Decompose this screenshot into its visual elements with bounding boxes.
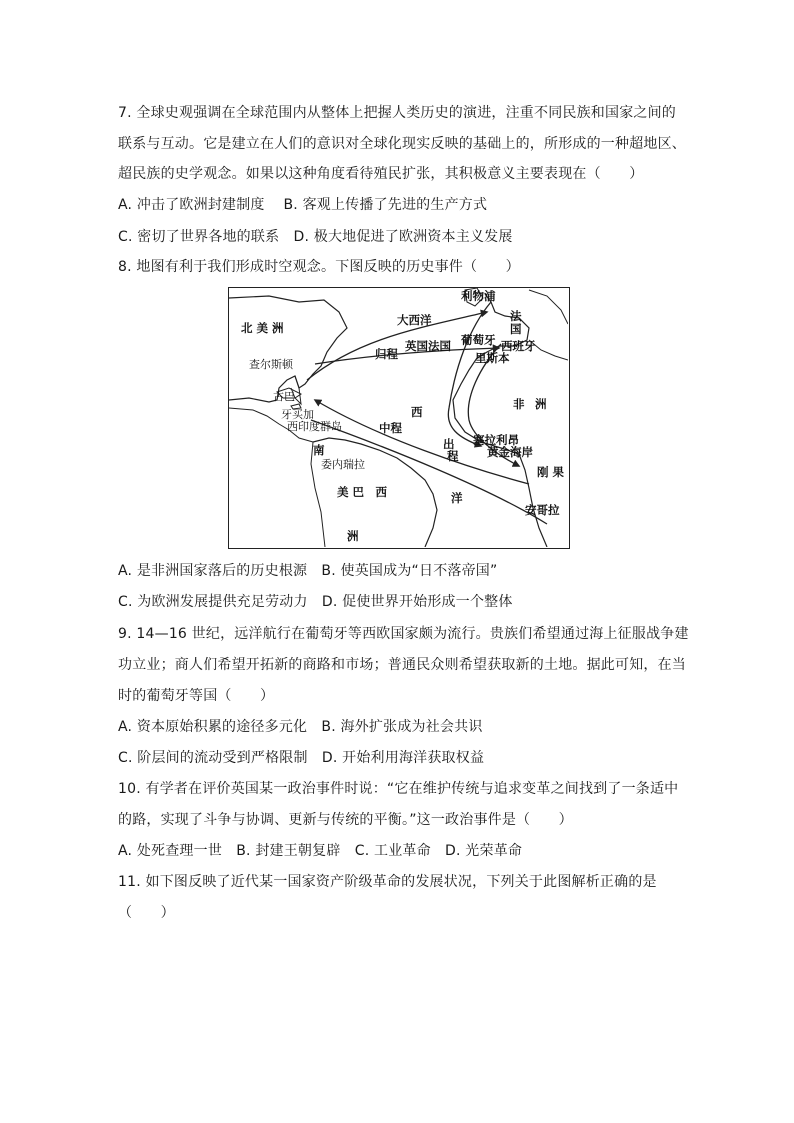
label-france: 法 [510, 309, 522, 323]
label-spain: 西班牙 [501, 339, 536, 353]
q9-stem-line-3: 时的葡萄牙等国（ ） [118, 688, 275, 704]
label-continent: 洲 [347, 529, 359, 543]
label-atlantic: 大西洋 [397, 313, 432, 327]
label-west: 西 [411, 405, 423, 419]
q9-stem-line-2: 功立业；商人们希望开拓新的商路和市场；普通民众则希望获取新的土地。据此可知，在当 [118, 657, 686, 673]
map-figure [229, 288, 568, 547]
label-africa-2: 洲 [535, 397, 547, 411]
label-africa: 非 [513, 397, 525, 411]
label-return-route: 归程 [375, 347, 398, 361]
outward-route [448, 302, 491, 446]
q11-stem-line-2: （ ） [118, 905, 175, 921]
label-outward-2: 程 [447, 449, 459, 463]
north-america-coast [229, 296, 347, 402]
label-france-2: 国 [510, 322, 522, 336]
label-jamaica: 牙买加 [281, 408, 314, 421]
label-sierra-leone: 塞拉利昂 [473, 433, 519, 447]
q9-stem-line-1: 9. 14—16 世纪，远洋航行在葡萄牙等西欧国家颇为流行。贵族们希望通过海上征服战争建 [118, 626, 689, 642]
q7-stem-line-1: 7. 全球史观强调在全球范围内从整体上把握人类历史的演进，注重不同民族和国家之间的 [118, 105, 677, 121]
q11-stem-line-1: 11. 如下图反映了近代某一国家资产阶级革命的发展状况，下列关于此图解析正确的是 [118, 874, 657, 890]
q8-options-ab: A. 是非洲国家落后的历史根源 B. 使英国成为“日不落帝国” [118, 563, 498, 579]
q7-stem-line-2: 联系与互动。它是建立在人们的意识对全球化现实反映的基础上的，所形成的一种超地区、 [118, 136, 686, 152]
label-congo: 刚 果 [537, 465, 565, 479]
label-charleston: 查尔斯顿 [249, 358, 293, 371]
q8-stem: 8. 地图有利于我们形成时空观念。下图反映的历史事件（ ） [118, 259, 520, 275]
label-britain-france: 英国法国 [405, 339, 451, 353]
scandinavia-coast [529, 290, 568, 324]
label-portugal: 葡萄牙 [461, 333, 496, 347]
triangle-trade-map [228, 287, 570, 549]
label-lisbon: 里斯本 [475, 351, 510, 365]
q10-stem-line-2: 的路，实现了斗争与协调、更新与传统的平衡。”这一政治事件是（ ） [118, 812, 573, 828]
q10-stem-line-1: 10. 有学者在评价英国某一政治事件时说：“它在维护传统与追求变革之间找到了一条适中 [118, 781, 679, 797]
label-venezuela: 委内瑞拉 [321, 458, 365, 471]
label-angola: 安哥拉 [525, 503, 560, 517]
label-cuba: 古巴 [273, 390, 295, 403]
label-south: 南 [313, 443, 325, 457]
label-middle-passage: 中程 [379, 421, 402, 435]
label-outward: 出 [443, 437, 455, 451]
label-brazil: 美 巴 西 [337, 485, 388, 499]
q9-options-ab: A. 资本原始积累的途径多元化 B. 海外扩张成为社会共识 [118, 719, 483, 735]
q7-options-ab: A. 冲击了欧洲封建制度 B. 客观上传播了先进的生产方式 [118, 197, 488, 213]
label-liverpool: 利物浦 [461, 289, 496, 303]
q9-options-cd: C. 阶层间的流动受到严格限制 D. 开始利用海洋获取权益 [118, 750, 485, 766]
q7-options-cd: C. 密切了世界各地的联系 D. 极大地促进了欧洲资本主义发展 [118, 229, 513, 245]
q8-options-cd: C. 为欧洲发展提供充足劳动力 D. 促使世界开始形成一个整体 [118, 594, 513, 610]
q7-stem-line-3: 超民族的史学观念。如果以这种角度看待殖民扩张，其积极意义主要表现在（ ） [118, 166, 644, 182]
label-north-america: 北 美 洲 [241, 321, 284, 335]
label-gold-coast: 黄金海岸 [487, 445, 533, 459]
label-ocean: 洋 [451, 491, 463, 505]
q10-options: A. 处死查理一世 B. 封建王朝复辟 C. 工业革命 D. 光荣革命 [118, 843, 523, 859]
label-west-indies: 西印度群岛 [287, 420, 342, 433]
